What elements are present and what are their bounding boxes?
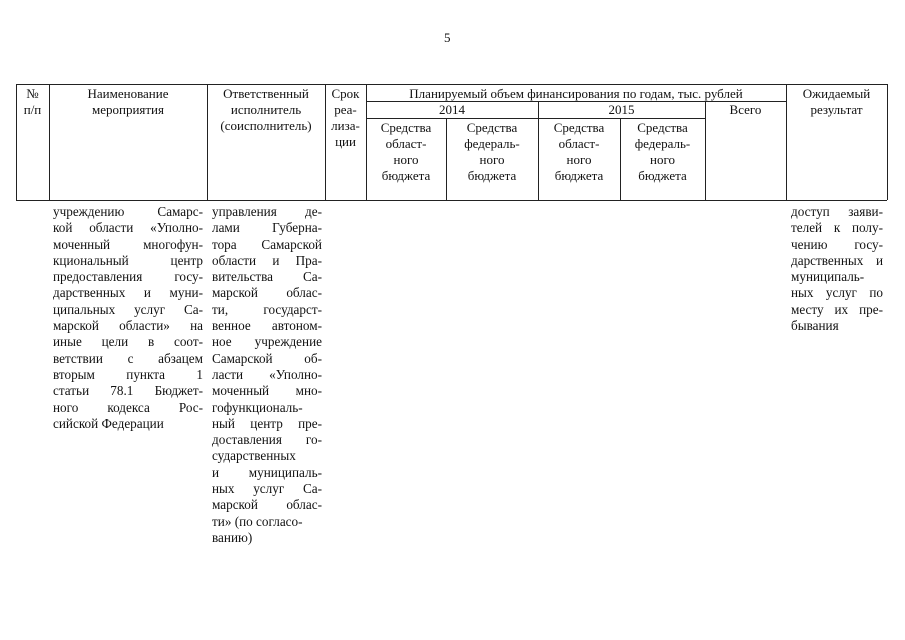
text-line: марской области» на bbox=[53, 318, 203, 334]
header-2014-regional: Средства област- ного бюджета bbox=[380, 120, 432, 183]
text-line: ванию) bbox=[212, 529, 253, 545]
years-underline bbox=[367, 118, 705, 119]
page-number: 5 bbox=[444, 30, 451, 45]
text-line: бывания bbox=[791, 318, 839, 334]
text-line: ти, государст- bbox=[212, 301, 322, 317]
text-line: доступ заяви- bbox=[791, 204, 883, 219]
header-name: Наименование мероприятия bbox=[87, 86, 169, 117]
header-2015-regional: Средства област- ного бюджета bbox=[553, 120, 605, 183]
text-line: дарственных и муни- bbox=[53, 285, 203, 301]
text-line: учреждению Самарс- bbox=[53, 204, 203, 219]
header-funding-title: Планируемый объем финансирования по годам, тыс. рублей bbox=[409, 86, 743, 101]
text-line: кой области «Уполно- bbox=[53, 220, 203, 236]
text-line: вительства Са- bbox=[212, 269, 322, 285]
text-line: и муниципаль- bbox=[212, 464, 322, 480]
text-line: лами Губерна- bbox=[212, 220, 322, 236]
text-line: управления де- bbox=[212, 204, 322, 219]
text-line: ти» (по согласо- bbox=[212, 513, 303, 529]
header-responsible: Ответственный исполнитель (соисполнитель) bbox=[220, 86, 312, 133]
header-year-2014: 2014 bbox=[439, 102, 465, 117]
text-line: муниципаль- bbox=[791, 269, 865, 285]
text-line: Самарской об- bbox=[212, 350, 322, 366]
text-line: кциональный центр bbox=[53, 252, 203, 268]
text-line: статьи 78.1 Бюджет- bbox=[53, 383, 203, 399]
text-line: ласти «Уполно- bbox=[212, 366, 322, 382]
text-line: предоставления госу- bbox=[53, 269, 203, 285]
header-term: Срок реа- лиза- ции bbox=[331, 86, 360, 149]
text-line: сийской Федерации bbox=[53, 415, 164, 431]
text-line: сударственных bbox=[212, 448, 296, 464]
body-responsible-column bbox=[212, 204, 322, 546]
header-year-2015: 2015 bbox=[608, 102, 635, 117]
body-result-column bbox=[791, 204, 883, 334]
text-line: марской облас- bbox=[212, 497, 322, 513]
text-line: дарственных и bbox=[791, 252, 883, 268]
text-line: венное автоном- bbox=[212, 318, 322, 334]
text-line: месту их пре- bbox=[791, 301, 883, 317]
text-line: тора Самарской bbox=[212, 236, 322, 252]
header-num: № п/п bbox=[23, 86, 42, 117]
border-right bbox=[887, 84, 888, 200]
text-line: моченный мно- bbox=[212, 383, 322, 399]
table-header-bottom-border bbox=[16, 200, 887, 201]
text-line: моченный многофун- bbox=[53, 236, 203, 252]
text-line: гофункциональ- bbox=[212, 399, 303, 415]
header-2015-federal: Средства федераль- ного бюджета bbox=[634, 120, 691, 183]
text-line: ных услуг Са- bbox=[212, 481, 322, 497]
text-line: ного кодекса Рос- bbox=[53, 399, 203, 415]
text-line: чению госу- bbox=[791, 236, 883, 252]
text-line: телей к полу- bbox=[791, 220, 883, 236]
header-result: Ожидаемый результат bbox=[802, 86, 871, 117]
text-line: ципальных услуг Са- bbox=[53, 301, 203, 317]
text-line: ное учреждение bbox=[212, 334, 322, 350]
text-line: иные цели в соот- bbox=[53, 334, 203, 350]
header-total: Всего bbox=[729, 102, 762, 117]
text-line: вторым пункта 1 bbox=[53, 366, 203, 382]
header-2014-federal: Средства федераль- ного бюджета bbox=[464, 120, 520, 183]
text-line: области и Пра- bbox=[212, 252, 322, 268]
text-line: ный центр пре- bbox=[212, 415, 322, 431]
table-top-border bbox=[16, 84, 887, 85]
text-line: доставления го- bbox=[212, 432, 322, 448]
text-line: марской облас- bbox=[212, 285, 322, 301]
text-line: ветствии с абзацем bbox=[53, 350, 203, 366]
text-line: ных услуг по bbox=[791, 285, 883, 301]
body-name-column bbox=[53, 204, 203, 432]
